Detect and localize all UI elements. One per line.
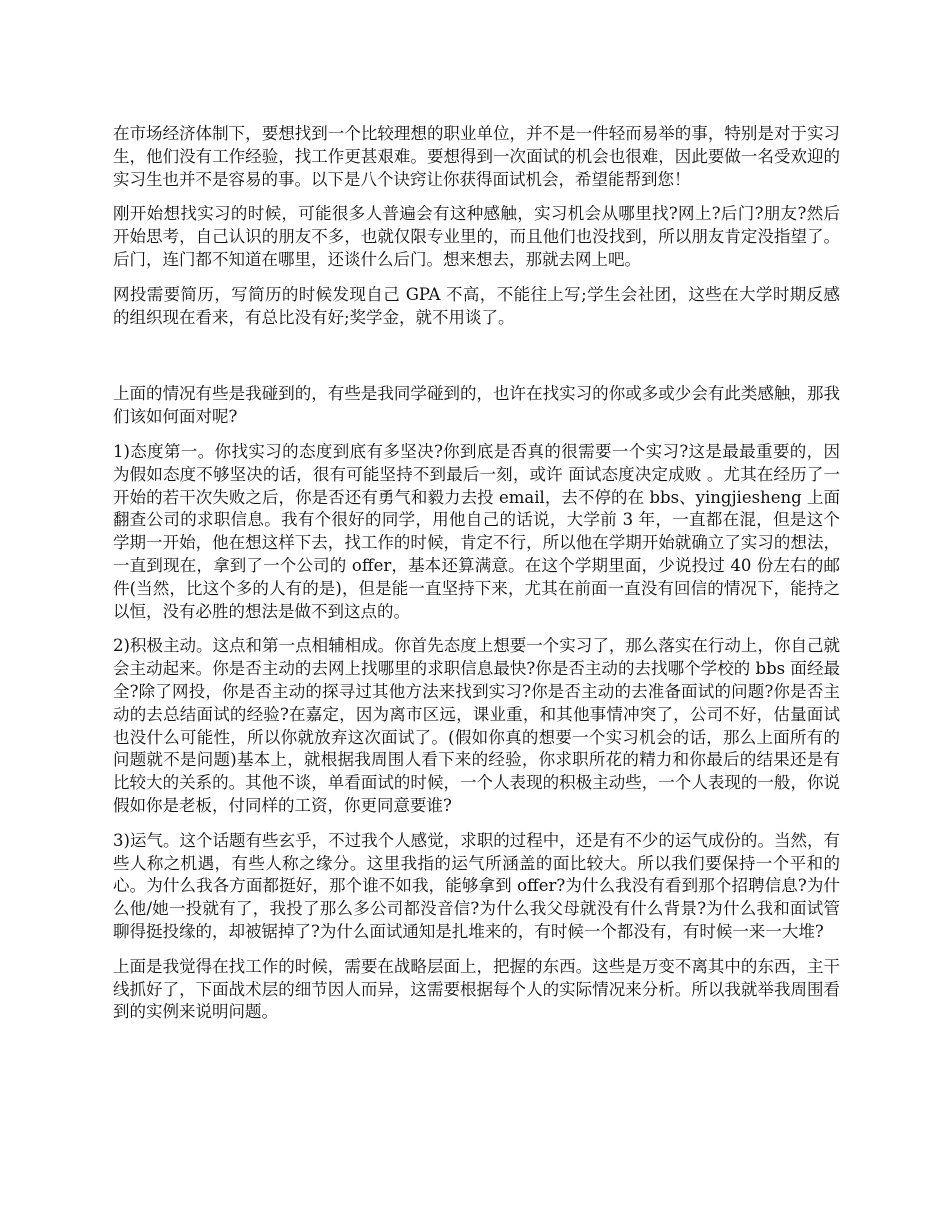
paragraph-resume: 网投需要简历，写简历的时候发现自己 GPA 不高，不能往上写;学生会社团，这些在大学时期反感的组织现在看来，有总比没有好;奖学金，就不用谈了。 bbox=[113, 284, 840, 327]
blank-spacer bbox=[113, 341, 840, 383]
paragraph-how-to-face: 上面的情况有些是我碰到的，有些是我同学碰到的，也许在找实习的你或多或少会有此类感触，那我们该如何面对呢? bbox=[113, 384, 840, 427]
paragraph-finding-internship: 刚开始想找实习的时候，可能很多人普遍会有这种感触，实习机会从哪里找?网上?后门?朋友?然后开始思考，自己认识的朋友不多，也就仅限专业里的，而且他们也没找到，所以朋友肯定没指望了。后门，连门都不知道在哪里，还谈什么后门。想来想去，那就去网上吧。 bbox=[113, 204, 840, 269]
paragraph-conclusion: 上面是我觉得在找工作的时候，需要在战略层面上，把握的东西。这些是万变不离其中的东西，主干线抓好了，下面战术层的细节因人而异，这需要根据每个人的实际情况来分析。所以我就举我周围看到的实例来说明问题。 bbox=[113, 956, 840, 1022]
paragraph-point-luck: 3)运气。这个话题有些玄乎，不过我个人感觉，求职的过程中，还是有不少的运气成份的。当然，有些人称之机遇，有些人称之缘分。这里我指的运气所涵盖的面比较大。所以我们要保持一个平和的心。为什么我各方面都挺好，那个谁不如我，能够拿到 offer?为什么我没有看到那个招聘信息?为什么他/她一投就有了，我投了那么多公司都没音信?为什么我父母就没有什么背景?为什么我和面试管聊得挺投缘的，却被锯掉了?为什么面试通知是扎堆来的，有时候一个都没有，有时候一来一大堆? bbox=[113, 830, 840, 941]
paragraph-point-attitude: 1)态度第一。你找实习的态度到底有多坚决?你到底是否真的很需要一个实习?这是最最重要的，因为假如态度不够坚决的话，很有可能坚持不到最后一刻，或许 面试态度决定成败 。尤其在经历了一开始的若干次失败之后，你是否还有勇气和毅力去投 email，去不停的在 bbs、yingjiesheng 上面翻查公司的求职信息。我有个很好的同学，用他自己的话说，大学前 3 年，一直都在混，但是这个学期一开始，他在想这样下去，找工作的时候，肯定不行，所以他在学期开始就确立了实习的想法，一直到现在，拿到了一个公司的 offer，基本还算满意。在这个学期里面，少说投过 40 份左右的邮件(当然，比这个多的人有的是)，但是能一直坚持下来，尤其在前面一直没有回信的情况下，能持之以恒，没有必胜的想法是做不到这点的。 bbox=[113, 441, 840, 621]
intro-paragraph: 在市场经济体制下，要想找到一个比较理想的职业单位，并不是一件轻而易举的事，特别是对于实习生，他们没有工作经验，找工作更甚艰难。要想得到一次面试的机会也很难，因此要做一名受欢迎的实习生也并不是容易的事。以下是八个诀窍让你获得面试机会，希望能帮到您！ bbox=[113, 124, 840, 189]
paragraph-point-initiative: 2)积极主动。这点和第一点相辅相成。你首先态度上想要一个实习了，那么落实在行动上，你自己就会主动起来。你是否主动的去网上找哪里的求职信息最快?你是否主动的去找哪个学校的 bbs 面经最全?除了网投，你是否主动的探寻过其他方法来找到实习?你是否主动的去准备面试的问题?你是否主动的去总结面试的经验?在嘉定，因为离市区远，课业重，和其他事情冲突了，公司不好，估量面试也没什么可能性，所以你就放弃这次面试了。(假如你真的想要一个实习机会的话，那么上面所有的问题就不是问题)基本上，就根据我周围人看下来的经验，你求职所花的精力和你最后的结果还是有比较大的关系的。其他不谈，单看面试的时候，一个人表现的积极主动些，一个人表现的一般，你说假如你是老板，付同样的工资，你更同意要谁? bbox=[113, 636, 840, 815]
article-body bbox=[113, 123, 840, 1036]
